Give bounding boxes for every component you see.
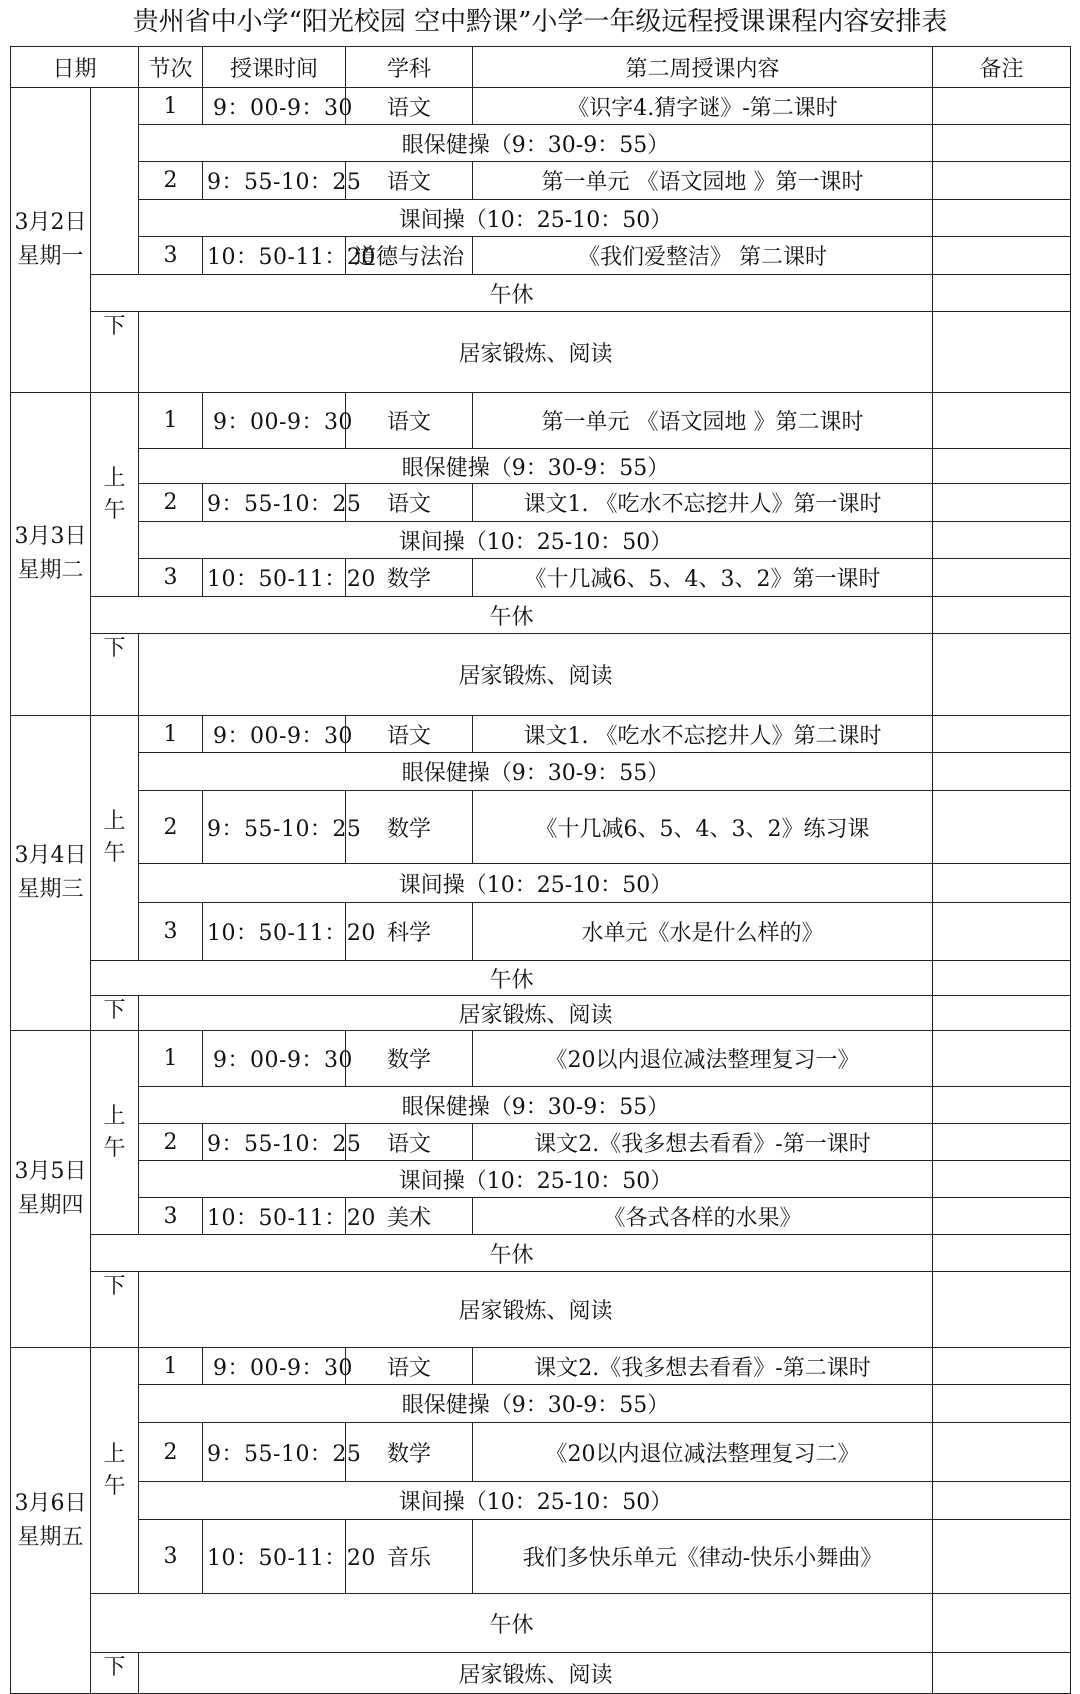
lesson-content: 第一单元 《语文园地 》第一课时 xyxy=(473,162,933,200)
morning-label-bottom: 午 xyxy=(103,841,126,866)
day-1-row xyxy=(11,88,1071,125)
note-cell xyxy=(933,597,1071,634)
note-cell xyxy=(933,162,1071,200)
day-4-row xyxy=(11,1198,1071,1235)
lunch-break-row: 午休 xyxy=(91,597,933,634)
note-cell xyxy=(933,1594,1071,1653)
date-cell xyxy=(11,88,91,393)
subject-cell: 道德与法治 xyxy=(346,237,473,275)
morning-cell xyxy=(91,1348,139,1594)
class-time: 9：00-9：30 xyxy=(203,393,346,449)
afternoon-activity: 居家锻炼、阅读 xyxy=(139,1272,933,1348)
note-cell xyxy=(933,522,1071,559)
lesson-content: 《识字4.猜字谜》-第二课时 xyxy=(473,88,933,125)
day-4-row xyxy=(11,1031,1071,1087)
break-exercise-row: 课间操（10：25-10：50） xyxy=(139,522,933,559)
afternoon-label-top: 下 xyxy=(103,1274,126,1299)
date-label: 3月2日 xyxy=(14,210,87,235)
day-2-row xyxy=(11,559,1071,597)
note-cell xyxy=(933,864,1071,903)
note-cell xyxy=(933,1653,1071,1694)
header-period: 节次 xyxy=(139,47,203,88)
lesson-content: 《我们爱整洁》 第二课时 xyxy=(473,237,933,275)
date-label: 3月6日 xyxy=(14,1490,87,1516)
class-time: 10：50-11：20 xyxy=(203,903,346,961)
subject-cell: 语文 xyxy=(346,1124,473,1161)
header-row xyxy=(11,47,1071,88)
day-4-row xyxy=(11,1161,1071,1198)
note-cell xyxy=(933,791,1071,864)
day-1-row xyxy=(11,275,1071,312)
subject-cell: 语文 xyxy=(346,393,473,449)
day-2-row xyxy=(11,393,1071,449)
day-5-row xyxy=(11,1520,1071,1594)
afternoon-cell xyxy=(91,1272,139,1348)
lunch-break-row: 午休 xyxy=(91,961,933,996)
note-cell xyxy=(933,559,1071,597)
morning-cell xyxy=(91,393,139,597)
afternoon-activity: 居家锻炼、阅读 xyxy=(139,634,933,716)
period-number: 2 xyxy=(139,162,203,200)
morning-label-bottom: 午 xyxy=(103,1135,126,1161)
note-cell xyxy=(933,634,1071,716)
header-subject: 学科 xyxy=(346,47,473,88)
day-5-row xyxy=(11,1423,1071,1482)
day-4-row xyxy=(11,1087,1071,1124)
weekday-label: 星期一 xyxy=(17,244,84,269)
day-3-row xyxy=(11,961,1071,996)
day-2-row xyxy=(11,597,1071,634)
lunch-break-row: 午休 xyxy=(91,275,933,312)
break-exercise-row: 课间操（10：25-10：50） xyxy=(139,1161,933,1198)
note-cell xyxy=(933,1423,1071,1482)
day-5-row xyxy=(11,1385,1071,1423)
page-title: 贵州省中小学“阳光校园 空中黔课”小学一年级远程授课课程内容安排表 xyxy=(132,7,948,37)
subject-cell: 数学 xyxy=(346,1031,473,1087)
afternoon-cell xyxy=(91,1653,139,1694)
subject-cell: 美术 xyxy=(346,1198,473,1235)
weekday-label: 星期四 xyxy=(17,1193,84,1218)
day-3-row xyxy=(11,996,1071,1031)
note-cell xyxy=(933,1161,1071,1198)
subject-cell: 语文 xyxy=(346,484,473,522)
period-number: 1 xyxy=(139,1031,203,1087)
subject-cell: 数学 xyxy=(346,1423,473,1482)
lesson-content: 水单元《水是什么样的》 xyxy=(473,903,933,961)
subject-cell: 语文 xyxy=(346,716,473,753)
day-4-row xyxy=(11,1272,1071,1312)
period-number: 3 xyxy=(139,1520,203,1594)
lesson-content: 《十几减6、5、4、3、2》练习课 xyxy=(473,791,933,864)
afternoon-activity: 居家锻炼、阅读 xyxy=(139,1653,933,1694)
class-time: 9：55-10：25 xyxy=(203,791,346,864)
period-number: 3 xyxy=(139,903,203,961)
note-cell xyxy=(933,716,1071,753)
header-time: 授课时间 xyxy=(203,47,346,88)
class-time: 10：50-11：20 xyxy=(203,559,346,597)
eye-exercise-row: 眼保健操（9：30-9：55） xyxy=(139,1087,933,1124)
header-content: 第二周授课内容 xyxy=(473,47,933,88)
note-cell xyxy=(933,312,1071,393)
morning-label-bottom: 午 xyxy=(103,497,126,523)
note-cell xyxy=(933,1272,1071,1348)
period-number: 3 xyxy=(139,1198,203,1235)
schedule-table xyxy=(10,46,1071,1694)
note-cell xyxy=(933,1235,1071,1272)
note-cell xyxy=(933,88,1071,125)
class-time: 9：55-10：25 xyxy=(203,484,346,522)
period-number: 2 xyxy=(139,484,203,522)
subject-cell: 语文 xyxy=(346,88,473,125)
note-cell xyxy=(933,1031,1071,1087)
day-4-row xyxy=(11,1235,1071,1272)
afternoon-cell xyxy=(91,996,139,1031)
day-3-row xyxy=(11,716,1071,753)
period-number: 1 xyxy=(139,1348,203,1385)
lesson-content: 课文1. 《吃水不忘挖井人》第一课时 xyxy=(473,484,933,522)
afternoon-cell xyxy=(91,312,139,393)
day-1-row xyxy=(11,237,1071,275)
afternoon-cell xyxy=(91,634,139,716)
note-cell xyxy=(933,996,1071,1031)
class-time: 10：50-11：20 xyxy=(203,1520,346,1594)
break-exercise-row: 课间操（10：25-10：50） xyxy=(139,200,933,237)
subject-cell: 数学 xyxy=(346,791,473,864)
period-number: 1 xyxy=(139,393,203,449)
subject-cell: 数学 xyxy=(346,559,473,597)
class-time: 9：00-9：30 xyxy=(203,1031,346,1087)
day-2-row xyxy=(11,634,1071,675)
class-time: 9：00-9：30 xyxy=(203,716,346,753)
note-cell xyxy=(933,1348,1071,1385)
period-number: 3 xyxy=(139,237,203,275)
class-time: 10：50-11：20 xyxy=(203,1198,346,1235)
period-number: 3 xyxy=(139,559,203,597)
day-4-row xyxy=(11,1124,1071,1161)
eye-exercise-row: 眼保健操（9：30-9：55） xyxy=(139,449,933,484)
class-time: 9：55-10：25 xyxy=(203,1423,346,1482)
note-cell xyxy=(933,1520,1071,1594)
lunch-break-row: 午休 xyxy=(91,1235,933,1272)
weekday-label: 星期二 xyxy=(17,558,84,583)
date-cell xyxy=(11,393,91,716)
day-5-row xyxy=(11,1348,1071,1385)
lesson-content: 《20以内退位减法整理复习二》 xyxy=(473,1423,933,1482)
class-time: 9：55-10：25 xyxy=(203,162,346,200)
day-5-row xyxy=(11,1594,1071,1653)
note-cell xyxy=(933,125,1071,162)
lesson-content: 课文1. 《吃水不忘挖井人》第二课时 xyxy=(473,716,933,753)
note-cell xyxy=(933,1087,1071,1124)
note-cell xyxy=(933,903,1071,961)
day-5-row xyxy=(11,1653,1071,1694)
date-label: 3月4日 xyxy=(14,843,87,868)
date-label: 3月3日 xyxy=(14,524,87,549)
note-cell xyxy=(933,1482,1071,1520)
note-cell xyxy=(933,449,1071,484)
class-time: 9：00-9：30 xyxy=(203,88,346,125)
afternoon-label-top: 下 xyxy=(103,636,126,661)
eye-exercise-row: 眼保健操（9：30-9：55） xyxy=(139,1385,933,1423)
day-2-row xyxy=(11,522,1071,559)
afternoon-label-top: 下 xyxy=(103,314,126,339)
class-time: 10：50-11：20 xyxy=(203,237,346,275)
day-2-row xyxy=(11,484,1071,522)
day-5-row xyxy=(11,1482,1071,1520)
day-3-row xyxy=(11,864,1071,903)
lesson-content: 《各式各样的水果》 xyxy=(473,1198,933,1235)
lesson-content: 课文2.《我多想去看看》-第二课时 xyxy=(473,1348,933,1385)
note-cell xyxy=(933,753,1071,791)
day-3-row xyxy=(11,753,1071,791)
morning-label-top: 上 xyxy=(103,1103,126,1129)
morning-label-top: 上 xyxy=(103,1441,126,1467)
afternoon-label-top: 下 xyxy=(103,998,126,1023)
weekday-label: 星期五 xyxy=(17,1524,84,1550)
period-number: 2 xyxy=(139,1124,203,1161)
morning-label-top: 上 xyxy=(103,465,126,491)
afternoon-activity: 居家锻炼、阅读 xyxy=(139,312,933,393)
morning-cell xyxy=(91,88,139,275)
morning-cell xyxy=(91,1031,139,1235)
header-note: 备注 xyxy=(933,47,1071,88)
afternoon-label-top: 下 xyxy=(103,1655,126,1680)
note-cell xyxy=(933,1198,1071,1235)
class-time: 9：00-9：30 xyxy=(203,1348,346,1385)
subject-cell: 科学 xyxy=(346,903,473,961)
note-cell xyxy=(933,1124,1071,1161)
weekday-label: 星期三 xyxy=(17,877,84,902)
note-cell xyxy=(933,1385,1071,1423)
day-1-row xyxy=(11,200,1071,237)
header-date: 日期 xyxy=(11,47,139,88)
lesson-content: 我们多快乐单元《律动-快乐小舞曲》 xyxy=(473,1520,933,1594)
date-label: 3月5日 xyxy=(14,1159,87,1184)
morning-cell xyxy=(91,716,139,961)
lesson-content: 第一单元 《语文园地 》第二课时 xyxy=(473,393,933,449)
subject-cell: 语文 xyxy=(346,162,473,200)
day-3-row xyxy=(11,903,1071,961)
day-1-row xyxy=(11,162,1071,200)
afternoon-activity: 居家锻炼、阅读 xyxy=(139,996,933,1031)
date-cell xyxy=(11,1348,91,1694)
eye-exercise-row: 眼保健操（9：30-9：55） xyxy=(139,753,933,791)
eye-exercise-row: 眼保健操（9：30-9：55） xyxy=(139,125,933,162)
lesson-content: 《20以内退位减法整理复习一》 xyxy=(473,1031,933,1087)
date-cell xyxy=(11,1031,91,1348)
morning-label-top: 上 xyxy=(103,809,126,834)
subject-cell: 音乐 xyxy=(346,1520,473,1594)
day-2-row xyxy=(11,449,1071,484)
note-cell xyxy=(933,393,1071,449)
period-number: 1 xyxy=(139,88,203,125)
note-cell xyxy=(933,484,1071,522)
lesson-content: 《十几减6、5、4、3、2》第一课时 xyxy=(473,559,933,597)
day-3-row xyxy=(11,791,1071,864)
period-number: 1 xyxy=(139,716,203,753)
note-cell xyxy=(933,237,1071,275)
period-number: 2 xyxy=(139,1423,203,1482)
day-1-row xyxy=(11,312,1071,352)
class-time: 9：55-10：25 xyxy=(203,1124,346,1161)
lunch-break-row: 午休 xyxy=(91,1594,933,1653)
morning-label-bottom: 午 xyxy=(103,1473,126,1499)
day-1-row xyxy=(11,125,1071,162)
date-cell xyxy=(11,716,91,1031)
break-exercise-row: 课间操（10：25-10：50） xyxy=(139,864,933,903)
period-number: 2 xyxy=(139,791,203,864)
note-cell xyxy=(933,275,1071,312)
note-cell xyxy=(933,961,1071,996)
subject-cell: 语文 xyxy=(346,1348,473,1385)
lesson-content: 课文2.《我多想去看看》-第一课时 xyxy=(473,1124,933,1161)
note-cell xyxy=(933,200,1071,237)
break-exercise-row: 课间操（10：25-10：50） xyxy=(139,1482,933,1520)
